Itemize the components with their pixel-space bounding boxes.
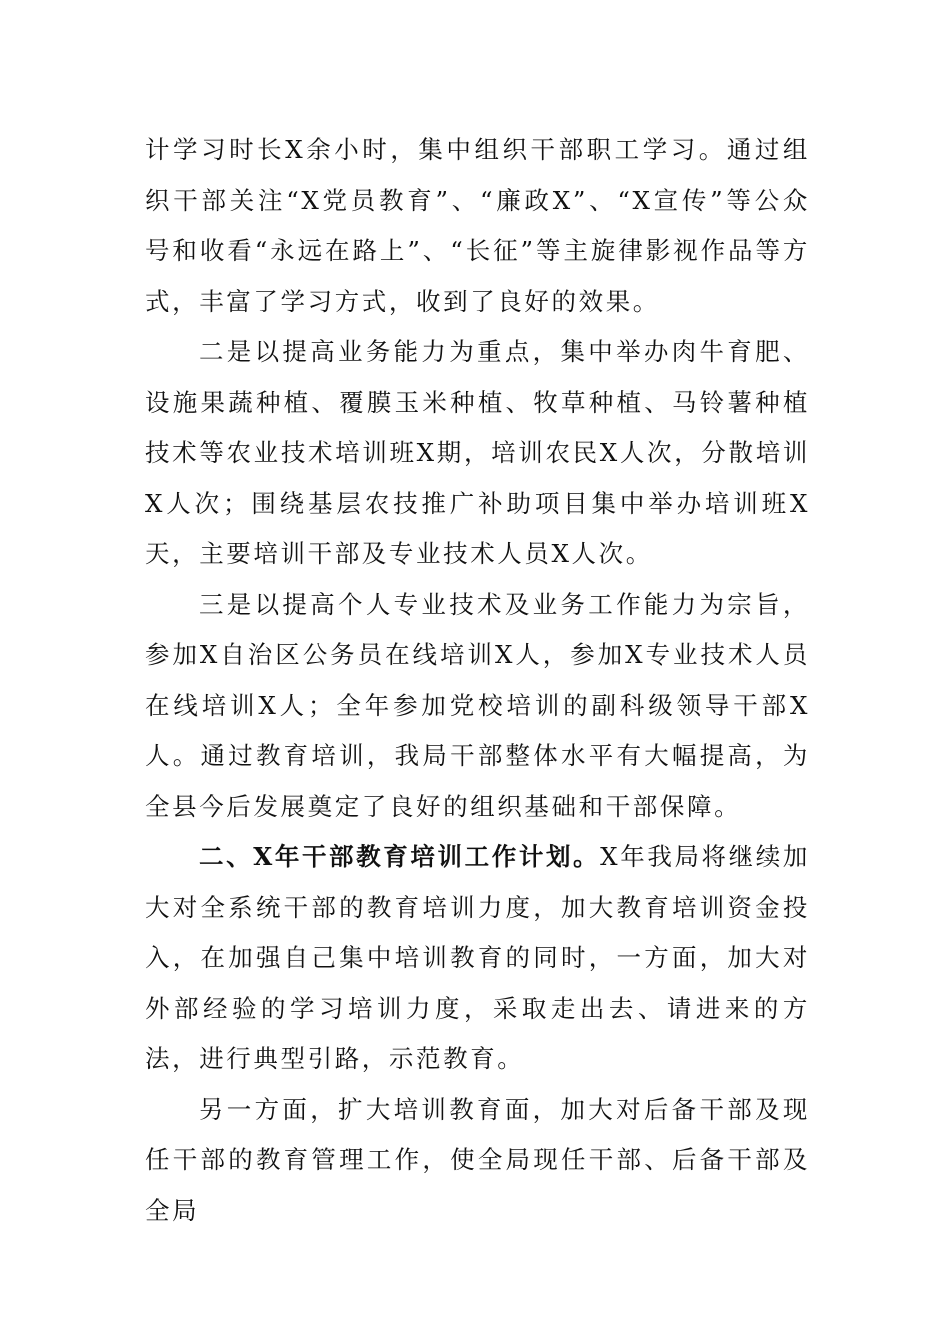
section-heading: 二、X年干部教育培训工作计划。 xyxy=(199,842,601,871)
document-body xyxy=(145,125,810,1236)
paragraph-2-text: 二是以提高业务能力为重点，集中举办肉牛育肥、设施果蔬种植、覆膜玉米种植、牧草种植、马铃薯种植技术等农业技术培训班X期，培训农民X人次，分散培训X人次；围绕基层农技推广补助项目集中举办培训班X天，主要培训干部及专业技术人员X人次。 xyxy=(145,337,810,568)
paragraph-4 xyxy=(145,832,810,1085)
paragraph-3-text: 三是以提高个人专业技术及业务工作能力为宗旨，参加X自治区公务员在线培训X人，参加X专业技术人员在线培训X人；全年参加党校培训的副科级领导干部X人。通过教育培训，我局干部整体水平有大幅提高，为全县今后发展奠定了良好的组织基础和干部保障。 xyxy=(145,589,810,821)
paragraph-5-text: 另一方面，扩大培训教育面，加大对后备干部及现任干部的教育管理工作，使全局现任干部、后备干部及全局 xyxy=(145,1094,810,1225)
paragraph-3 xyxy=(145,580,810,833)
paragraph-1-text: 计学习时长X余小时，集中组织干部职工学习。通过组织干部关注“X党员教育”、“廉政X”、“X宣传”等公众号和收看“永远在路上”、“长征”等主旋律影视作品等方式，丰富了学习方式，收到了良好的效果。 xyxy=(145,135,810,316)
paragraph-5 xyxy=(145,1085,810,1237)
paragraph-1 xyxy=(145,125,810,327)
paragraph-4-text: X年我局将继续加大对全系统干部的教育培训力度，加大教育培训资金投入，在加强自己集中培训教育的同时，一方面，加大对外部经验的学习培训力度，采取走出去、请进来的方法，进行典型引路，示范教育。 xyxy=(145,842,810,1073)
paragraph-2 xyxy=(145,327,810,580)
